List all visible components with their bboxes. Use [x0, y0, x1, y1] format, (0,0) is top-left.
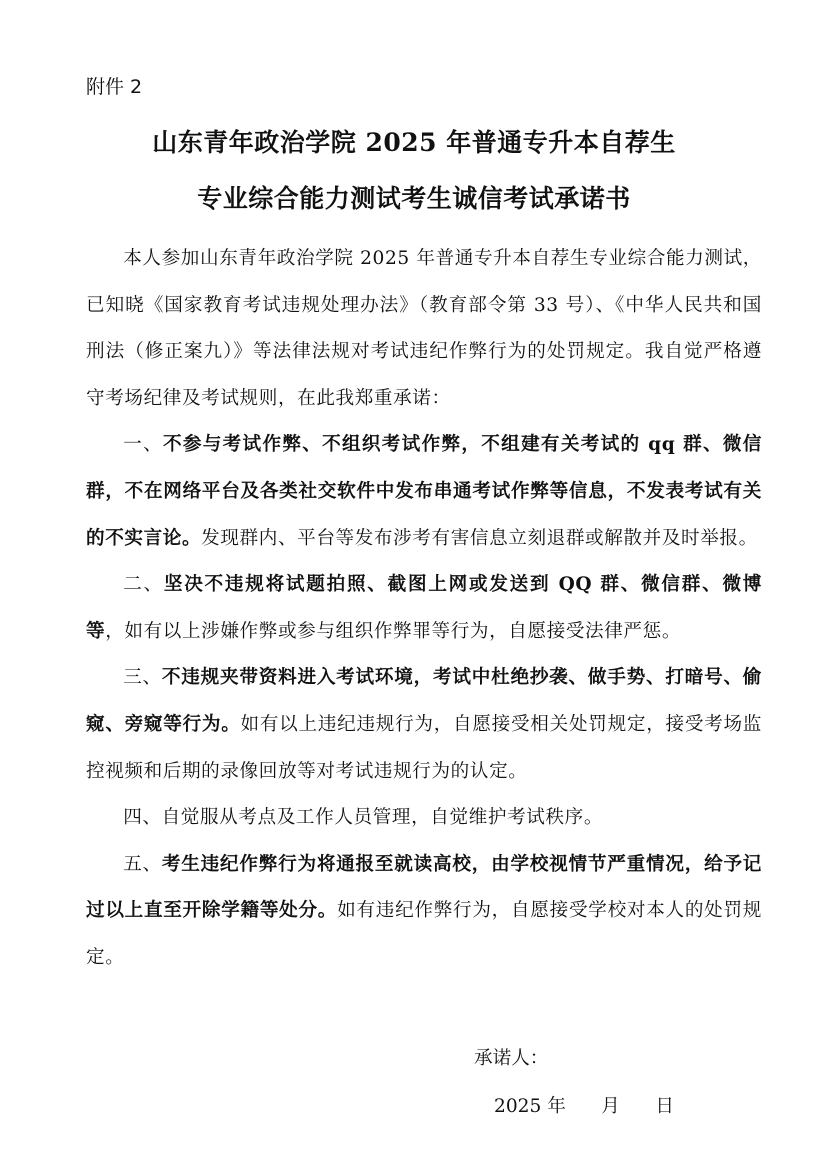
- commitment-item-2: [86, 562, 762, 655]
- item-bold-text: 坚决不违规将试题拍照、截图上网或发送到 QQ 群、微信群、微博等: [86, 574, 762, 642]
- intro-paragraph: 本人参加山东青年政治学院 2025 年普通专升本自荐生专业综合能力测试，已知晓《国家教育考试违规处理办法》（教育部令第 33 号）、《中华人民共和国刑法（修正案九）》等法律法规对考试违纪作弊行为的处罚规定。我自觉严格遵守考场纪律及考试规则，在此我郑重承诺：: [86, 248, 762, 409]
- document-title-line-1: 山东青年政治学院 2025 年普通专升本自荐生: [152, 128, 676, 157]
- item-bold-text: 不违规夹带资料进入考试环境，考试中杜绝抄袭、做手势、打暗号、偷窥、旁窥等行为。: [86, 667, 762, 735]
- item-normal-text: 发现群内、平台等发布涉考有害信息立刻退群或解散并及时举报。: [201, 527, 758, 549]
- item-bold-text: 不参与考试作弊、不组织考试作弊，不组建有关考试的 qq 群、微信群，不在网络平台及各类社交软件中发布串通考试作弊等信息，不发表考试有关的不实言论。: [86, 434, 763, 549]
- attachment-label: 附件 2: [86, 76, 143, 98]
- commitment-item-1: [86, 422, 762, 562]
- item-prefix: 二、: [123, 574, 164, 596]
- document-title-line-2: 专业综合能力测试考生诚信考试承诺书: [197, 184, 631, 213]
- commitment-item-3: [86, 655, 762, 795]
- date-line: 2025 年 月 日: [494, 1096, 674, 1117]
- document-body: [86, 236, 762, 982]
- commitment-item-4: [86, 795, 762, 842]
- item-prefix: 三、: [123, 667, 162, 689]
- commitment-item-5: [86, 842, 762, 982]
- item-prefix: 五、: [123, 853, 162, 875]
- item-prefix: 四、: [123, 807, 162, 829]
- item-normal-text: ，如有以上涉嫌作弊或参与组织作弊罪等行为，自愿接受法律严惩。: [105, 620, 682, 642]
- item-normal-text: 如有违纪作弊行为，自愿接受学校对本人的处罚规定。: [86, 900, 763, 968]
- item-normal-text: 如有以上违纪违规行为，自愿接受相关处罚规定，接受考场监控视频和后期的录像回放等对考试违规行为的认定。: [86, 713, 762, 782]
- item-bold-text: 考生违纪作弊行为将通报至就读高校，由学校视情节严重情况，给予记过以上直至开除学籍等处分。: [86, 853, 762, 922]
- item-normal-text: 自觉服从考点及工作人员管理，自觉维护考试秩序。: [161, 807, 604, 829]
- signature-label: 承诺人：: [474, 1048, 549, 1069]
- item-prefix: 一、: [123, 434, 163, 456]
